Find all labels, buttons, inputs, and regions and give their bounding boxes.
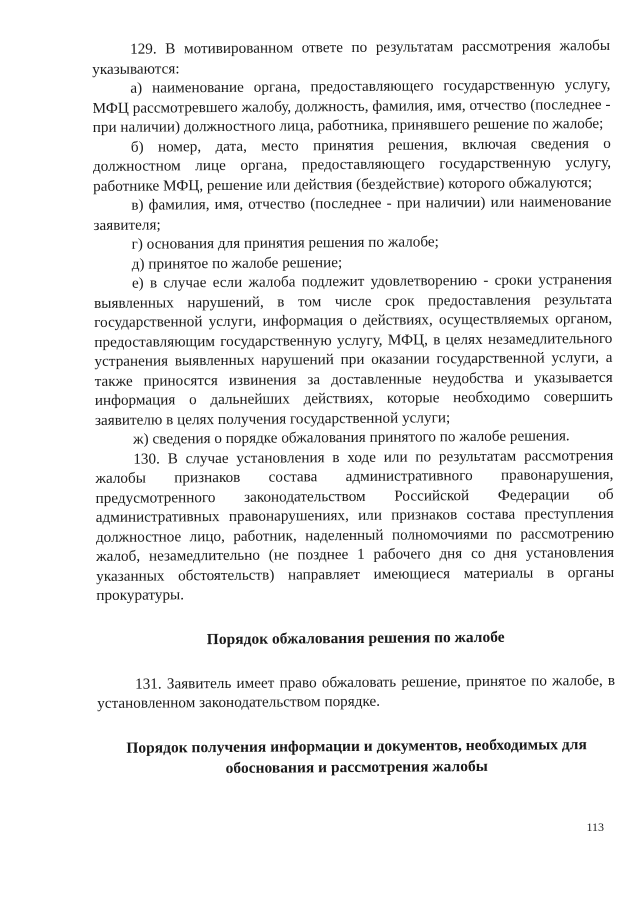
document-page (92, 36, 616, 780)
item-a: а) наименование органа, предоставляющего государственную услугу, МФЦ рассмотревшего жалобу, должность, фамилия, имя, отчество (последнее - при наличии) должностного лица, работника, принявшего решение по жалобе; (92, 75, 611, 136)
item-e: е) в случае если жалоба подлежит удовлетворению - сроки устранения выявленных нарушений, в том числе срок предоставления результата государственной услуги, информация о действиях, осуществляемых органом, предоставляющим государственную услугу, МФЦ, в целях незамедлительного устранения выявленных нарушений при оказании государственной услуги, а также приносятся извинения за доставленные неудобства и указывается информация о дальнейших действиях, которые необходимо совершить заявителю в целях получения государственной услуги; (93, 270, 613, 429)
item-b: б) номер, дата, место принятия решения, включая сведения о должностном лице органа, предоставляющего государственную услугу, работнике МФЦ, решение или действия (бездействие) которого обжалуются; (92, 134, 612, 195)
item-zh: ж) сведения о порядке обжалования принятого по жалобе решения. (133, 427, 570, 448)
section-heading-information: Порядок получения информации и документов, необходимых для обоснования и рассмотрения жалобы (126, 735, 587, 777)
item-g: г) основания для принятия решения по жалобе; (131, 233, 439, 253)
item-v: в) фамилия, имя, отчество (последнее - при наличии) или наименование заявителя; (93, 192, 612, 234)
item-d: д) принятое по жалобе решение; (131, 253, 343, 273)
page-number: 113 (586, 820, 604, 834)
section-heading-appeal: Порядок обжалования решения по жалобе (206, 628, 505, 648)
paragraph-131: 131. Заявитель имеет право обжаловать решение, принятое по жалобе, в установленном законодательством порядке. (97, 671, 616, 712)
paragraph-129: 129. В мотивированном ответе по результатам рассмотрения жалобы указываются: (92, 36, 611, 78)
paragraph-130: 130. В случае установления в ходе или по результатам рассмотрения жалобы признаков состава административного правонарушения, предусмотренного законодательством Российской Федерации об административных правонарушениях, или признаков состава преступления должностное лицо, работник, наделенный полномочиями по рассмотрению жалоб, незамедлительно (не позднее 1 рабочего дня со дня установления указанных обстоятельств) направляет имеющиеся материалы в органы прокуратуры. (95, 446, 615, 604)
